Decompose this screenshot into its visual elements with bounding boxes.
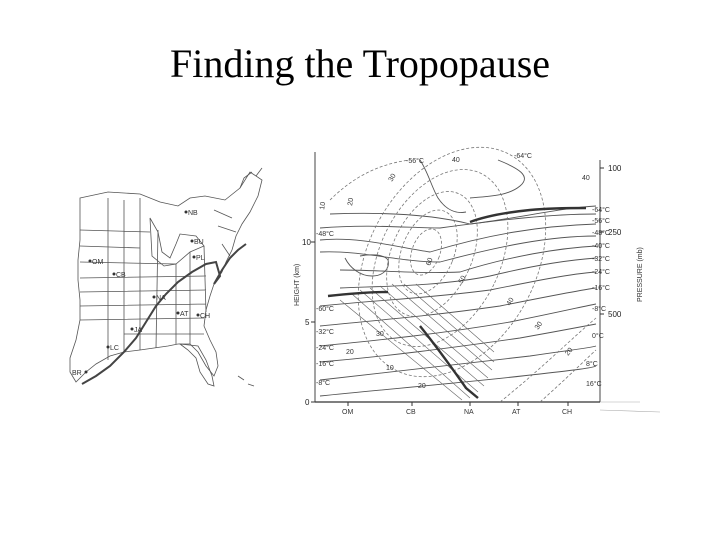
left-temp-label: -60°C [316,306,334,313]
wind-speed-label: 20 [418,383,426,390]
wind-speed-label: 30 [387,172,398,183]
left-temp-label: -24°C [316,345,334,352]
height-tick: 10 [302,238,311,247]
wind-speed-label: 40 [582,175,590,182]
top-temp-label: -64°C [514,153,532,160]
right-temp-label: 0°C [592,333,604,340]
right-temp-label: 16°C [586,381,602,388]
station-label: CB [116,272,126,279]
wind-speed-label: 20 [346,349,354,356]
right-temp-label: -24°C [592,269,610,276]
left-temp-label: -32°C [316,329,334,336]
top-temp-label: -56°C [406,158,424,165]
wind-speed-label: 10 [386,365,394,372]
station-label: LC [110,345,119,352]
isotherms [320,160,596,396]
wind-speed-label: 60 [425,256,435,267]
station-label: BR [72,370,82,377]
station-label: AT [180,311,189,318]
station-label: CH [200,313,211,320]
height-axis-label: HEIGHT (km) [294,263,301,306]
wind-speed-label: 50 [457,274,468,285]
pressure-axis-label: PRESSURE (mb) [637,247,644,302]
right-temp-label: -64°C [592,207,610,214]
map-state-lines [80,198,236,360]
right-temp-label: -40°C [592,243,610,250]
right-temp-label: -56°C [592,218,610,225]
left-temp-label: -16°C [316,361,334,368]
wind-speed-label: 30 [533,320,545,332]
height-tick: 0 [305,398,310,407]
x-tick: CB [406,409,416,416]
us-map [70,168,262,386]
right-temp-label: 8°C [586,361,598,368]
wind-speed-label: 10 [319,201,328,211]
station-label: NA [156,295,166,302]
station-label: NB [188,210,198,217]
map-florida [180,344,214,386]
x-tick: AT [512,409,521,416]
wind-speed-label: 20 [564,346,575,358]
wind-speed-label: 30 [376,331,384,338]
slide-title: Finding the Tropopause [169,41,551,86]
station-label: JA [134,327,143,334]
wind-speed-label: 40 [505,296,516,307]
right-temp-label: -8°C [592,306,607,313]
right-temp-label: -16°C [592,285,610,292]
left-temp-label: -8°C [316,380,331,387]
right-temp-label: -32°C [592,256,610,263]
left-temp-label: -48°C [316,231,334,238]
right-temp-label: -48°C [592,230,610,237]
wind-speed-label: 20 [347,197,356,207]
cross-section [294,115,660,416]
x-tick: CH [562,409,573,416]
x-tick: OM [342,409,354,416]
pressure-tick: 500 [608,310,622,319]
station-label: PL [196,255,205,262]
station-label: OM [92,259,104,266]
pressure-tick: 100 [608,164,622,173]
x-tick: NA [464,409,474,416]
height-tick: 5 [305,318,310,327]
station-label: BU [194,239,204,246]
map-tropopause-break-line [82,244,246,384]
wind-speed-label: 40 [452,157,460,164]
pressure-tick: 250 [608,228,622,237]
